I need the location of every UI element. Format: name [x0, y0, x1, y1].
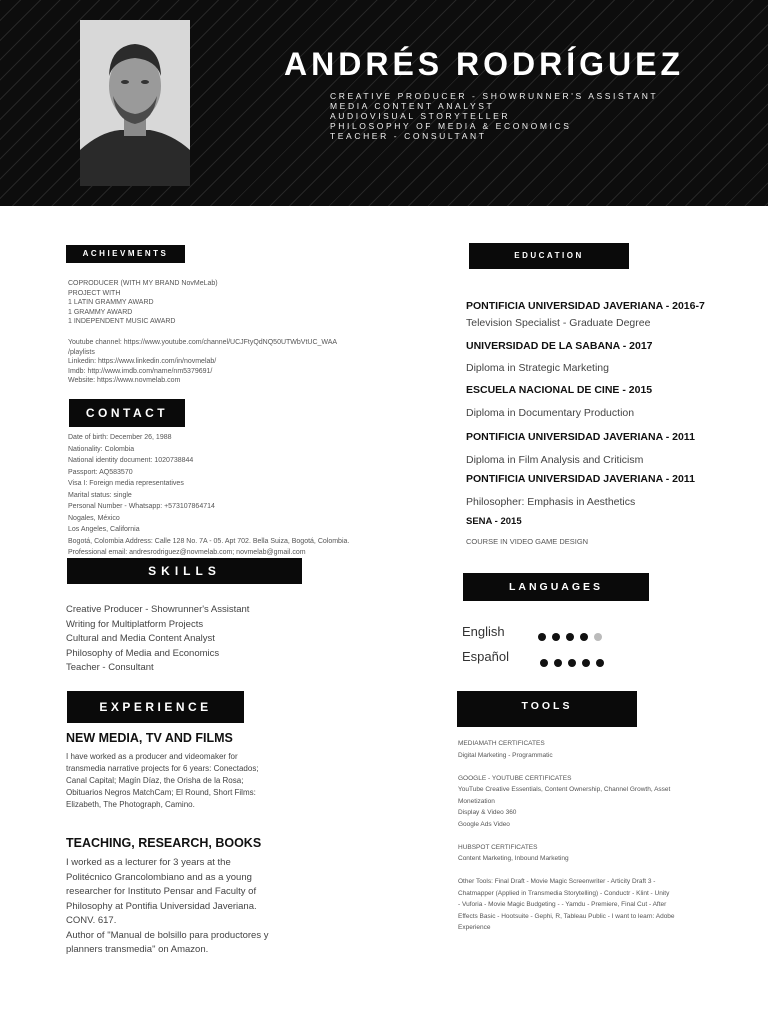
role-line: PHILOSOPHY OF MEDIA & ECONOMICS: [330, 121, 572, 131]
education-school: PONTIFICIA UNIVERSIDAD JAVERIANA - 2016-7: [466, 300, 705, 312]
skill-item: Creative Producer - Showrunner's Assistant: [66, 604, 250, 615]
role-line: CREATIVE PRODUCER - SHOWRUNNER'S ASSISTANT: [330, 91, 659, 101]
tools-line: Content Marketing, Inbound Marketing: [458, 855, 569, 862]
language-name: Español: [462, 649, 509, 664]
tools-line: Google Ads Video: [458, 820, 510, 828]
education-school: ESCUELA NACIONAL DE CINE - 2015: [466, 384, 653, 396]
skills-list: [66, 603, 249, 676]
skill-item: Cultural and Media Content Analyst: [66, 633, 215, 644]
youtube-link-cont[interactable]: /playlists: [68, 348, 95, 356]
rating-dot: [596, 659, 604, 667]
person-name: ANDRÉS RODRÍGUEZ: [284, 46, 685, 82]
experience-line: I worked as a lecturer for 3 years at the: [66, 857, 231, 868]
experience-line: planners transmedia" on Amazon.: [66, 944, 209, 955]
experience-line: Canal Capital; Magín Díaz, the Orisha de la Rosa;: [66, 776, 244, 785]
youtube-link[interactable]: Youtube channel: https://www.youtube.com/channel/UCJFtyQdNQ50UTWbVtUC_WAA: [68, 339, 338, 346]
education-school: PONTIFICIA UNIVERSIDAD JAVERIANA - 2011: [466, 431, 695, 443]
imdb-link[interactable]: Imdb: http://www.imdb.com/name/nm5379691/: [68, 367, 213, 375]
tools-list: [458, 738, 675, 934]
tools-label: TOOLS: [457, 691, 637, 727]
achievement-line: 1 GRAMMY AWARD: [68, 308, 133, 316]
experience-line: Philosophy at Pontifia Universidad Javeriana.: [66, 900, 257, 912]
experience-line: researcher for Instituto Pensar and Faculty of: [66, 886, 257, 897]
role-line: AUDIOVISUAL STORYTELLER: [330, 111, 511, 121]
education-degree: Diploma in Documentary Production: [466, 407, 635, 419]
tools-line: Other Tools: Final Draft - Movie Magic Screenwriter - Articity Draft 3 -: [458, 878, 656, 885]
contact-label: CONTACT: [69, 399, 185, 427]
rating-dot: [554, 659, 562, 667]
rating-dot-empty: [594, 633, 602, 641]
header-banner: [0, 0, 768, 206]
skills-label: SKILLS: [67, 558, 302, 584]
contact-line: Marital status: single: [68, 491, 132, 499]
experience-line: Author of "Manual de bolsillo para productores y: [66, 929, 269, 941]
education-degree: Diploma in Film Analysis and Criticism: [466, 454, 644, 466]
experience-heading: TEACHING, RESEARCH, BOOKS: [66, 836, 262, 850]
experience-text: [66, 856, 268, 958]
education-school: PONTIFICIA UNIVERSIDAD JAVERIANA - 2011: [466, 473, 695, 485]
rating-dot: [582, 659, 590, 667]
contact-line: Visa I: Foreign media representatives: [68, 480, 184, 487]
language-rating: [540, 654, 610, 672]
rating-dot: [568, 659, 576, 667]
contact-line: Nogales, México: [68, 514, 120, 522]
tools-line: Chatmapper (Applied in Transmedia Storytelling) - Conductr - Klint - Unity: [458, 889, 670, 897]
rating-dot: [580, 633, 588, 641]
education-degree: Philosopher: Emphasis in Aesthetics: [466, 496, 636, 508]
education-degree: COURSE IN VIDEO GAME DESIGN: [466, 537, 589, 546]
contact-line: Nationality: Colombia: [68, 445, 135, 453]
tools-line: [458, 761, 675, 773]
tools-line: HUBSPOT CERTIFICATES: [458, 843, 538, 851]
skill-item: Teacher - Consultant: [66, 662, 154, 673]
rating-dot: [540, 659, 548, 667]
tools-line: MEDIAMATH CERTIFICATES: [458, 740, 545, 747]
role-line: TEACHER - CONSULTANT: [330, 131, 487, 141]
linkedin-link[interactable]: Linkedin: https://www.linkedin.com/in/novmelab/: [68, 358, 217, 365]
tools-line: YouTube Creative Essentials, Content Ownership, Channel Growth, Asset: [458, 786, 671, 793]
education-degree: Diploma in Strategic Marketing: [466, 362, 609, 374]
contact-line: National identity document: 1020738844: [68, 457, 194, 464]
experience-line: Elizabeth, The Photograph, Camino.: [66, 800, 195, 809]
experience-line: I have worked as a producer and videomaker for: [66, 752, 238, 761]
tools-line: [458, 865, 675, 877]
contact-line: Los Angeles, California: [68, 526, 140, 533]
tools-line: Monetization: [458, 797, 495, 805]
education-label: EDUCATION: [469, 243, 629, 269]
rating-dot: [566, 633, 574, 641]
achievements-list: [68, 279, 218, 327]
contact-line: Passport: AQ583570: [68, 468, 133, 476]
contact-address: Bogotá, Colombia Address: Calle 128 No. 7A - 05. Apt 702. Bella Suiza, Bogotá, Colombia.: [68, 537, 350, 545]
skill-item: Philosophy of Media and Economics: [66, 647, 220, 659]
contact-line: Personal Number - Whatsapp: +573107864714: [68, 503, 215, 510]
experience-line: transmedia narrative projects for 6 years: Conectados;: [66, 764, 259, 773]
language-rating: [538, 628, 608, 646]
achievement-line: 1 LATIN GRAMMY AWARD: [68, 299, 154, 306]
languages-label: LANGUAGES: [463, 573, 649, 601]
skill-item: Writing for Multiplatform Projects: [66, 618, 204, 630]
experience-heading: NEW MEDIA, TV AND FILMS: [66, 731, 233, 745]
education-degree: Television Specialist - Graduate Degree: [466, 317, 651, 329]
education-school: SENA - 2015: [466, 516, 522, 527]
tools-line: [458, 830, 675, 842]
tools-line: Experience: [458, 924, 491, 931]
experience-label: EXPERIENCE: [67, 691, 244, 723]
contact-list: [68, 432, 349, 559]
role-line: MEDIA CONTENT ANALYST: [330, 101, 495, 111]
tools-line: Display & Video 360: [458, 809, 517, 816]
education-school: UNIVERSIDAD DE LA SABANA - 2017: [466, 340, 653, 352]
experience-text: [66, 751, 259, 811]
achievement-line: COPRODUCER (WITH MY BRAND NovMeLab): [68, 280, 218, 287]
rating-dot: [538, 633, 546, 641]
achievement-line: PROJECT WITH: [68, 289, 121, 297]
contact-email[interactable]: Professional email: andresrodriguez@novmelab.com; novmelab@gmail.com: [68, 549, 306, 556]
achievements-label: ACHIEVMENTS: [66, 245, 185, 263]
contact-line: Date of birth: December 26, 1988: [68, 434, 172, 441]
profile-photo: [80, 20, 190, 186]
tools-line: Effects Basic - Hootsuite - Gephi, R, Tableau Public - I want to learn: Adobe: [458, 912, 675, 920]
language-name: English: [462, 624, 505, 639]
achievement-links: [68, 338, 337, 386]
tools-line: - Vuforia - Movie Magic Budgeting - - Yamdu - Premiere, Final Cut - After: [458, 901, 667, 908]
achievement-line: 1 INDEPENDENT MUSIC AWARD: [68, 318, 176, 325]
role-list: [330, 91, 658, 141]
experience-line: CONV. 617.: [66, 915, 117, 926]
experience-line: Politécnico Grancolombiano and as a young: [66, 871, 252, 883]
tools-line: Digital Marketing - Programmatic: [458, 751, 553, 759]
rating-dot: [552, 633, 560, 641]
tools-line: GOOGLE - YOUTUBE CERTIFICATES: [458, 774, 572, 782]
experience-line: Obituarios Negros MatchCam; El Round, Short Films:: [66, 788, 256, 797]
website-link[interactable]: Website: https://www.novmelab.com: [68, 377, 181, 384]
